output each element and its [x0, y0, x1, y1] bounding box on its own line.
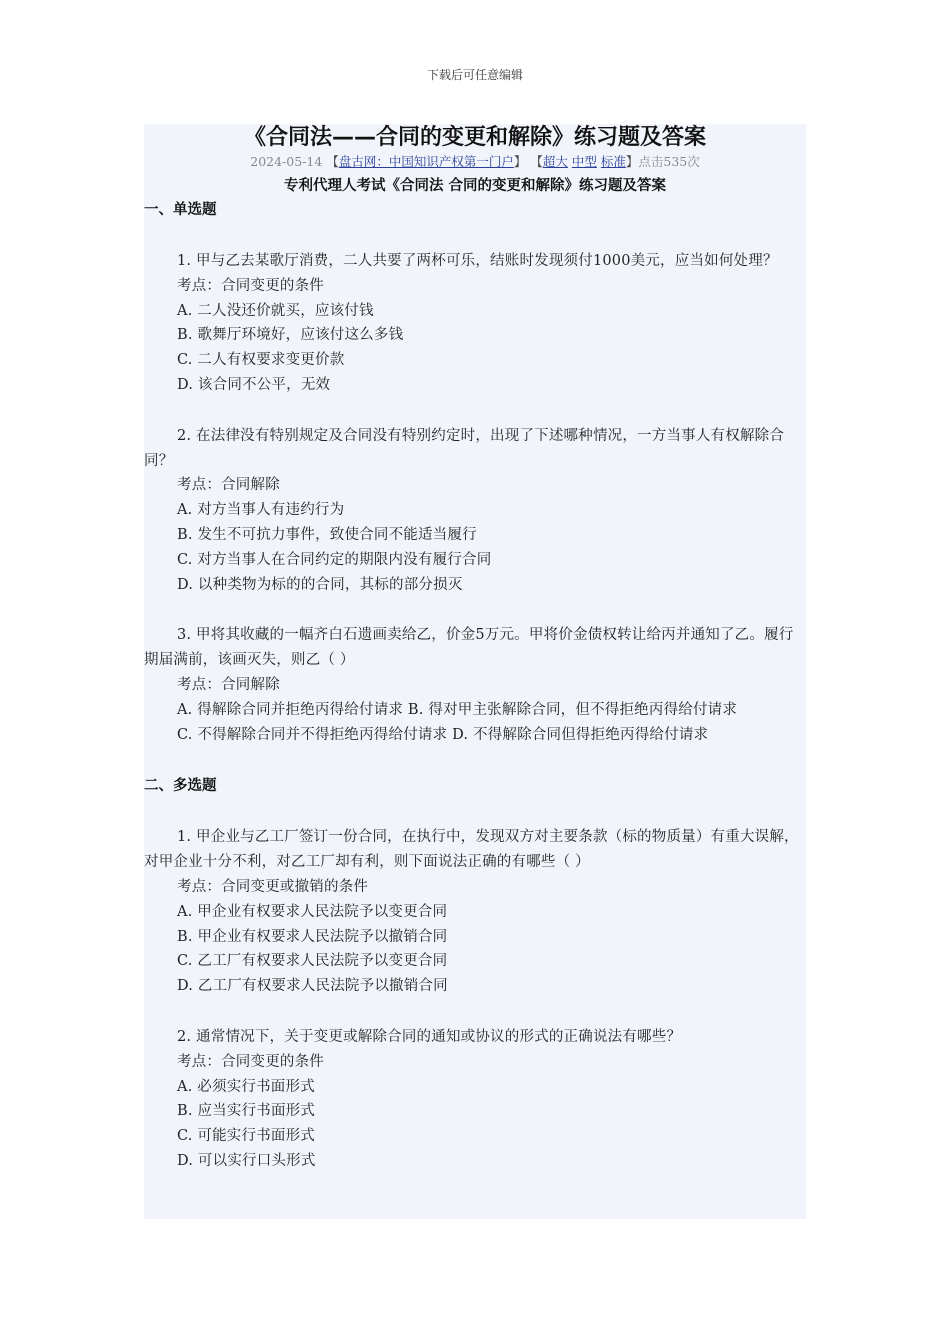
question-option: A. 得解除合同并拒绝丙得给付请求 B. 得对甲主张解除合同，但不得拒绝丙得给付请求	[177, 701, 738, 718]
question-stem: 1. 甲与乙去某歌厅消费，二人共要了两杯可乐，结账时发现须付1000美元，应当如何处理？	[177, 253, 778, 269]
question-point: 考点：合同解除	[177, 477, 280, 494]
source-link[interactable]: 盘古网：中国知识产权第一门户	[338, 154, 514, 169]
question-stem: 3. 甲将其收藏的一幅齐白石遗画卖给乙，价金5万元。甲将价金债权转让给丙并通知了乙。履行期届满前，该画灭失，则乙（ ）	[144, 627, 794, 669]
bracket-open: 【	[530, 154, 543, 169]
bracket-close: 】	[513, 154, 527, 169]
question-point: 考点：合同变更或撤销的条件	[177, 878, 369, 895]
article-body	[144, 124, 806, 1219]
question-option: A. 甲企业有权要求人民法院予以变更合同	[177, 903, 448, 920]
question-option: B. 歌舞厅环境好，应该付这么多钱	[177, 327, 404, 344]
question-stem: 2. 通常情况下，关于变更或解除合同的通知或协议的形式的正确说法有哪些？	[177, 1028, 682, 1045]
question	[144, 825, 806, 999]
question	[144, 424, 806, 598]
question-option: B. 发生不可抗力事件，致使合同不能适当履行	[177, 526, 477, 543]
question-option: D. 可以实行口头形式	[177, 1152, 316, 1169]
question	[144, 249, 806, 398]
question-option: D. 乙工厂有权要求人民法院予以撤销合同	[177, 978, 448, 995]
question-option: C. 二人有权要求变更价款	[177, 352, 345, 369]
font-size-standard-link[interactable]: 标准	[600, 154, 626, 169]
question-option: A. 对方当事人有违约行为	[177, 502, 345, 519]
font-size-medium-link[interactable]: 中型	[571, 154, 597, 169]
section-heading: 一、单选题	[144, 202, 217, 218]
question-point: 考点：合同变更的条件	[177, 1053, 324, 1070]
section-heading: 二、多选题	[144, 778, 217, 795]
question-point: 考点：合同变更的条件	[177, 277, 324, 294]
question-stem: 2. 在法律没有特别规定及合同没有特别约定时，出现了下述哪种情况，一方当事人有权解除合同？	[144, 427, 785, 469]
publish-date: 2024-05-14	[250, 154, 323, 169]
question-point: 考点：合同解除	[177, 676, 280, 693]
question-option: A. 二人没还价就买，应该付钱	[177, 302, 374, 319]
question-option: C. 乙工厂有权要求人民法院予以变更合同	[177, 953, 448, 970]
article-meta	[144, 152, 806, 172]
question-stem: 1. 甲企业与乙工厂签订一份合同，在执行中，发现双方对主要条款（标的物质量）有重大误解，对甲企业十分不利，对乙工厂却有利，则下面说法正确的有哪些（ ）	[144, 829, 799, 871]
question-option: D. 以种类物为标的的合同，其标的部分损灭	[177, 576, 463, 593]
article-subtitle: 专利代理人考试《合同法 合同的变更和解除》练习题及答案	[283, 178, 667, 194]
click-count: 点击535次	[638, 154, 700, 169]
bracket-open: 【	[326, 154, 339, 169]
question	[144, 623, 806, 747]
question-option: A. 必须实行书面形式	[177, 1078, 315, 1095]
question-option: C. 对方当事人在合同约定的期限内没有履行合同	[177, 551, 492, 568]
question-option: C. 可能实行书面形式	[177, 1128, 315, 1145]
header-note: 下载后可任意编辑	[426, 68, 523, 82]
question-option: D. 该合同不公平，无效	[177, 376, 331, 393]
question-option: B. 甲企业有权要求人民法院予以撤销合同	[177, 928, 448, 945]
question-option: B. 应当实行书面形式	[177, 1103, 316, 1120]
bracket-close: 】	[625, 154, 639, 169]
question	[144, 1025, 806, 1174]
font-size-large-link[interactable]: 超大	[542, 154, 568, 169]
question-option: C. 不得解除合同并不得拒绝丙得给付请求 D. 不得解除合同但得拒绝丙得给付请求	[177, 726, 709, 743]
page-title: 《合同法——合同的变更和解除》练习题及答案	[243, 125, 706, 150]
